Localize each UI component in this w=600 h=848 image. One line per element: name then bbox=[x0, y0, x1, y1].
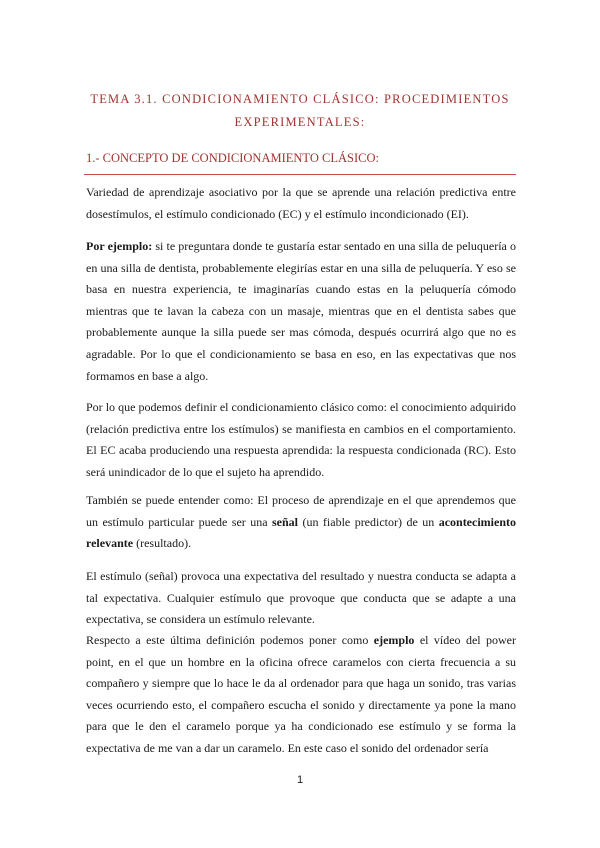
paragraph-learning-process: También se puede entender como: El proceso de aprendizaje en el que aprendemos que un estímulo particular puede ser una señal (un fiable predictor) de un acontecimiento relevante (resultado). bbox=[86, 493, 516, 551]
paragraph-example bbox=[86, 236, 516, 387]
example-label: Por ejemplo: bbox=[86, 239, 153, 253]
page-number: 1 bbox=[296, 774, 304, 786]
paragraph-definition: Variedad de aprendizaje asociativo por la que se aprende una relación predictiva entre dosestímulos, el estímulo condicionado (EC) y el estímulo incondicionado (EI). bbox=[86, 185, 516, 221]
paragraph-classical-conditioning: Por lo que podemos definir el condicionamiento clásico como: el conocimiento adquirido (relación predictiva entre los estímulos) se manifiesta en cambios en el comportamiento. El EC acaba produciendo una respuesta aprendida: la respuesta condicionada (RC). Esto será unindicador de lo que el sujeto ha aprendido. bbox=[86, 400, 516, 479]
bold-ejemplo: ejemplo bbox=[373, 633, 415, 647]
title-line-1: TEMA 3.1. CONDICIONAMIENTO CLÁSICO: PROCEDIMIENTOS bbox=[90, 92, 510, 106]
section-heading: 1.- CONCEPTO DE CONDICIONAMIENTO CLÁSICO: bbox=[86, 151, 379, 165]
document-title bbox=[60, 88, 540, 134]
bold-senal: señal bbox=[272, 514, 299, 529]
bold-acontecimiento: acontecimiento relevante bbox=[86, 514, 516, 551]
example-text: si te preguntara donde te gustaría estar sentado en una silla de peluquería o en una silla de dentista, probablemente elegirías estar en una silla de peluquería. Y eso se basa en nuestra experiencia, te imaginarías cuando estas en la peluquería cómodo mientras que te lavan la cabeza con un masaje, mientras que en el dentista sabes que probablemente aunque la silla puede ser mas cómoda, después ocurrirá algo que no es agradable. Por lo que el condicionamiento se basa en eso, en las expectativas que nos formamos en base a algo. bbox=[86, 239, 516, 383]
title-line-2: EXPERIMENTALES: bbox=[234, 115, 366, 129]
section-divider bbox=[84, 174, 516, 175]
paragraph-video-example: Respecto a este última definición podemos poner como ejemplo el vídeo del power point, en el que un hombre en la oficina ofrece caramelos con cierta frecuencia a su compañero y siempre que lo hace le da al ordenador para que haga un sonido, tras varias veces ocurriendo esto, el compañero escucha el sonido y directamente ya pone la mano para que le den el caramelo porque ya ha condicionado ese estímulo y se forma la expectativa de me van a dar un caramelo. En este caso el sonido del ordenador sería bbox=[86, 633, 516, 755]
paragraph-expectation: El estímulo (señal) provoca una expectativa del resultado y nuestra conducta se adapta a tal expectativa. Cualquier estímulo que provoque que conducta que se adapte a una expectativa, se considera un estímulo relevante. bbox=[86, 569, 516, 627]
